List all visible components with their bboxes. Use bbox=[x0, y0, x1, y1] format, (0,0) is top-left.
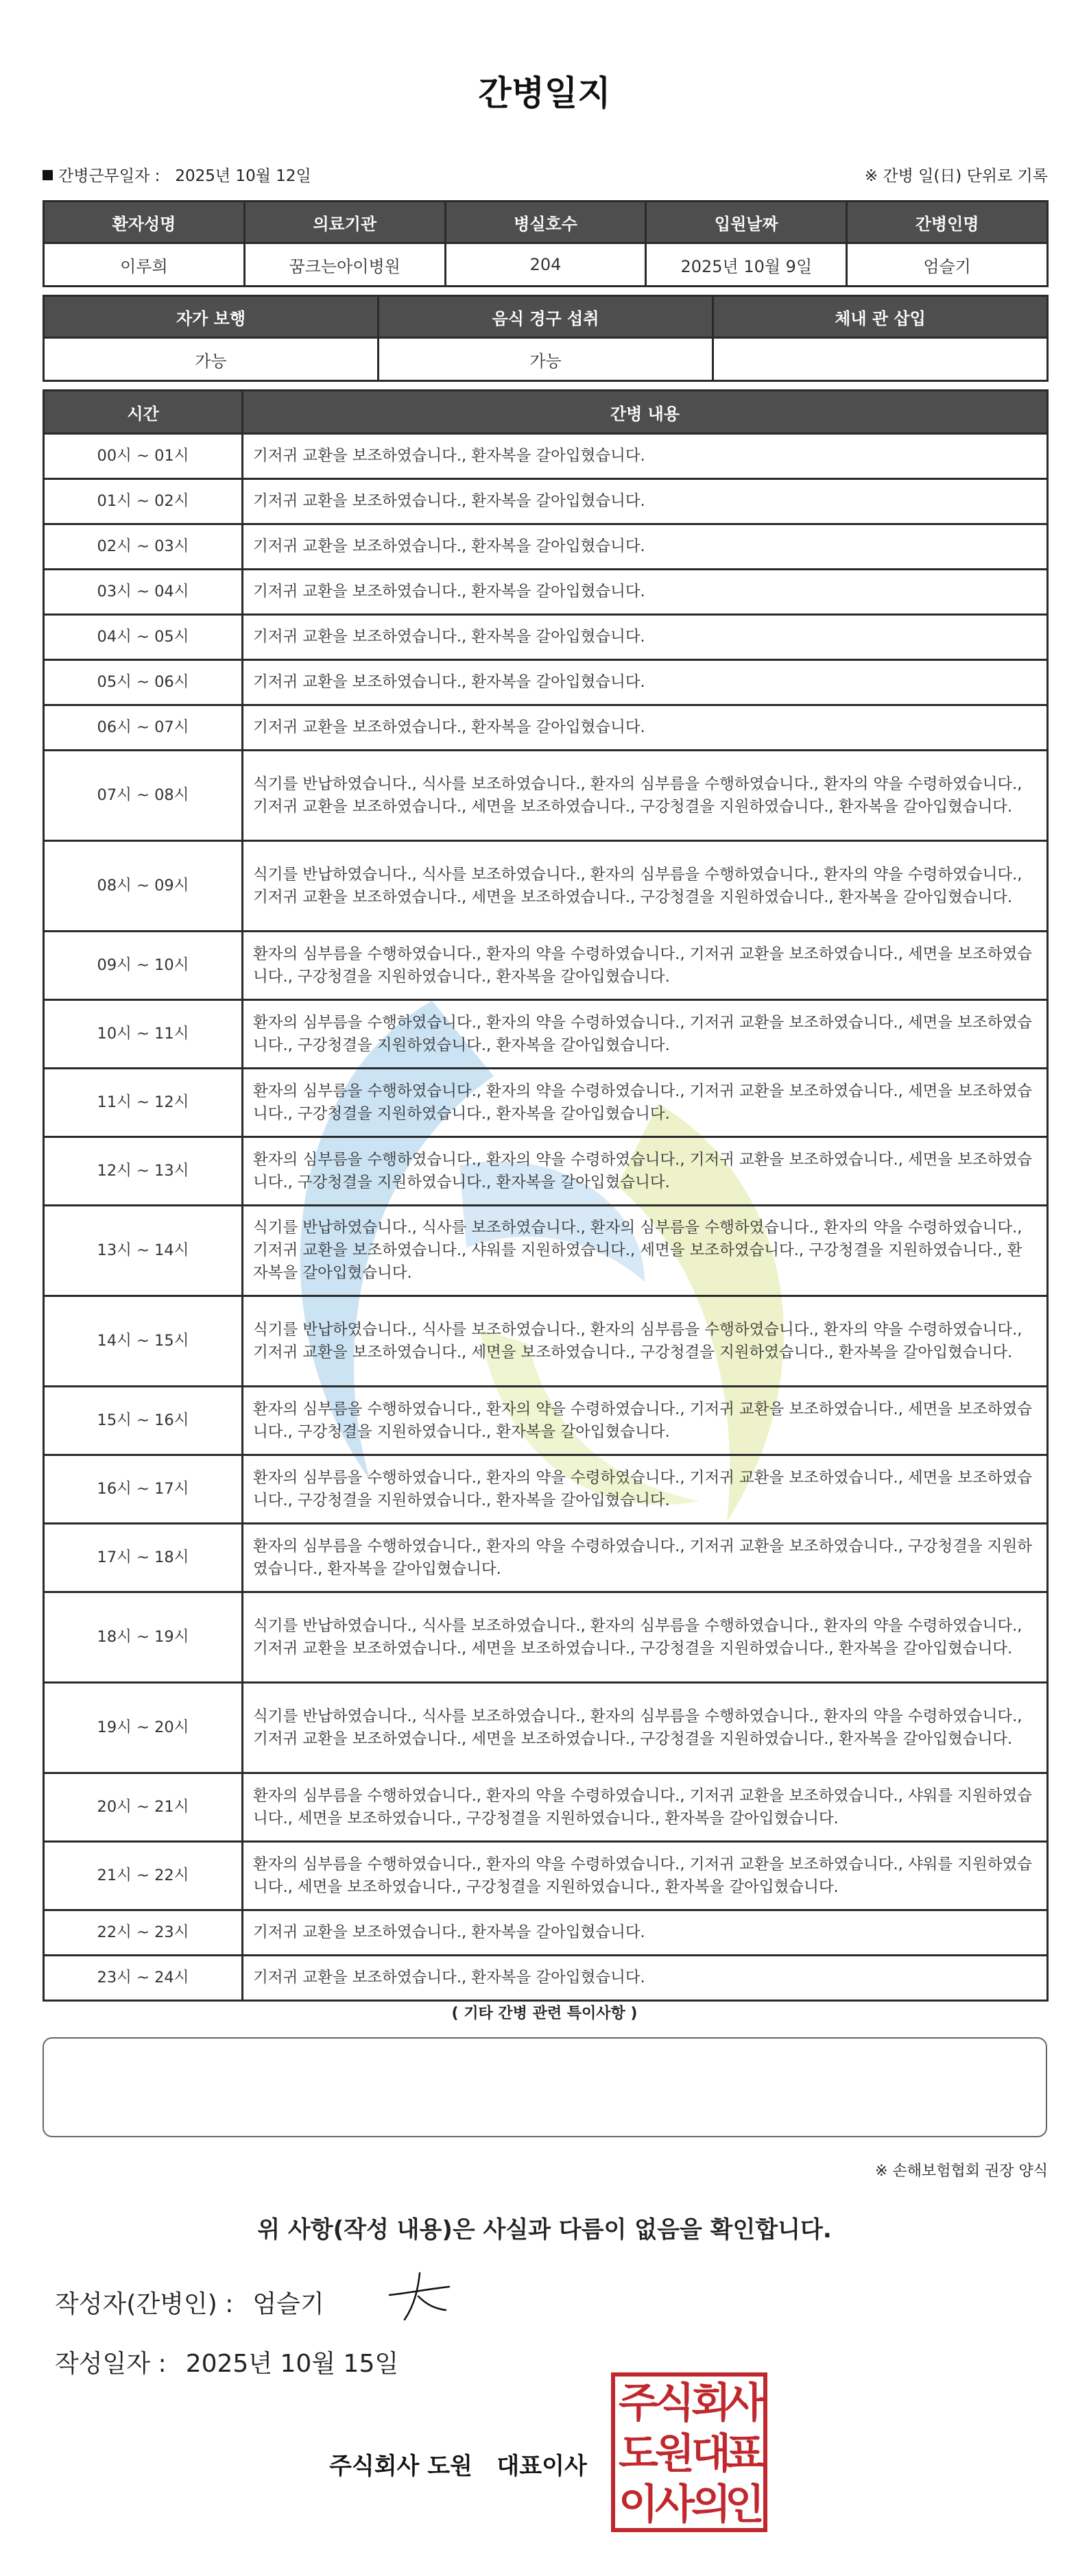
log-time: 05시 ~ 06시 bbox=[44, 660, 243, 705]
log-content: 환자의 심부름을 수행하였습니다., 환자의 약을 수령하였습니다., 기저귀 교환을 보조하였습니다., 세면을 보조하였습니다., 구강청결을 지원하였습니다., 환자복을 갈아입혔습니다. bbox=[243, 1000, 1048, 1069]
header-tube: 체내 관 삽입 bbox=[713, 296, 1048, 338]
log-row bbox=[44, 434, 1048, 479]
log-time: 04시 ~ 05시 bbox=[44, 615, 243, 660]
log-content: 환자의 심부름을 수행하였습니다., 환자의 약을 수령하였습니다., 기저귀 교환을 보조하였습니다., 구강청결을 지원하였습니다., 환자복을 갈아입혔습니다. bbox=[243, 1524, 1048, 1592]
source-note: ※ 손해보험협회 권장 양식 bbox=[875, 2163, 1048, 2180]
svg-text:주: 주 bbox=[619, 2379, 658, 2427]
confirm-statement: 위 사항(작성 내용)은 사실과 다름이 없음을 확인합니다. bbox=[257, 2216, 832, 2244]
log-row bbox=[44, 932, 1048, 1000]
writer-name: 엄슬기 bbox=[252, 2290, 324, 2318]
log-row bbox=[44, 1592, 1048, 1683]
company-name: 주식회사 도원 대표이사 bbox=[329, 2453, 587, 2480]
written-date-line bbox=[55, 2344, 398, 2379]
status-table bbox=[43, 295, 1049, 382]
log-time: 21시 ~ 22시 bbox=[44, 1842, 243, 1910]
caregiver-name: 엄슬기 bbox=[847, 243, 1048, 287]
log-content: 기저귀 교환을 보조하였습니다., 환자복을 갈아입혔습니다. bbox=[243, 479, 1048, 524]
log-row bbox=[44, 660, 1048, 705]
log-time: 09시 ~ 10시 bbox=[44, 932, 243, 1000]
log-row bbox=[44, 1842, 1048, 1910]
svg-text:도: 도 bbox=[619, 2430, 658, 2478]
log-time: 15시 ~ 16시 bbox=[44, 1387, 243, 1455]
log-time: 07시 ~ 08시 bbox=[44, 751, 243, 841]
header-admission-date: 입원날짜 bbox=[646, 202, 847, 243]
bullet-square-icon bbox=[43, 170, 53, 180]
room-number: 204 bbox=[445, 243, 646, 287]
header-time: 시간 bbox=[44, 391, 243, 434]
log-time: 13시 ~ 14시 bbox=[44, 1206, 243, 1296]
log-content: 기저귀 교환을 보조하였습니다., 환자복을 갈아입혔습니다. bbox=[243, 570, 1048, 615]
log-time: 14시 ~ 15시 bbox=[44, 1296, 243, 1387]
log-row bbox=[44, 705, 1048, 751]
log-content: 식기를 반납하였습니다., 식사를 보조하였습니다., 환자의 심부름을 수행하였습니다., 환자의 약을 수령하였습니다., 기저귀 교환을 보조하였습니다., 세면을 보조하였습니다., 구강청결을 지원하였습니다., 환자복을 갈아입혔습니다. bbox=[243, 1683, 1048, 1773]
log-content: 식기를 반납하였습니다., 식사를 보조하였습니다., 환자의 심부름을 수행하였습니다., 환자의 약을 수령하였습니다., 기저귀 교환을 보조하였습니다., 세면을 보조하였습니다., 구강청결을 지원하였습니다., 환자복을 갈아입혔습니다. bbox=[243, 751, 1048, 841]
log-row bbox=[44, 1683, 1048, 1773]
signature bbox=[384, 2269, 466, 2324]
admission-date: 2025년 10월 9일 bbox=[646, 243, 847, 287]
log-content: 식기를 반납하였습니다., 식사를 보조하였습니다., 환자의 심부름을 수행하였습니다., 환자의 약을 수령하였습니다., 기저귀 교환을 보조하였습니다., 세면을 보조하였습니다., 구강청결을 지원하였습니다., 환자복을 갈아입혔습니다. bbox=[243, 1296, 1048, 1387]
log-content: 환자의 심부름을 수행하였습니다., 환자의 약을 수령하였습니다., 기저귀 교환을 보조하였습니다., 세면을 보조하였습니다., 구강청결을 지원하였습니다., 환자복을 갈아입혔습니다. bbox=[243, 1387, 1048, 1455]
svg-text:표: 표 bbox=[725, 2430, 765, 2478]
log-content: 환자의 심부름을 수행하였습니다., 환자의 약을 수령하였습니다., 기저귀 교환을 보조하였습니다., 샤워를 지원하였습니다., 세면을 보조하였습니다., 구강청결을 지원하였습니다., 환자복을 갈아입혔습니다. bbox=[243, 1773, 1048, 1842]
log-content: 환자의 심부름을 수행하였습니다., 환자의 약을 수령하였습니다., 기저귀 교환을 보조하였습니다., 세면을 보조하였습니다., 구강청결을 지원하였습니다., 환자복을 갈아입혔습니다. bbox=[243, 1069, 1048, 1137]
log-time: 10시 ~ 11시 bbox=[44, 1000, 243, 1069]
date-label: 작성일자 : bbox=[55, 2350, 167, 2378]
patient-table bbox=[43, 200, 1049, 287]
log-time: 06시 ~ 07시 bbox=[44, 705, 243, 751]
log-content: 기저귀 교환을 보조하였습니다., 환자복을 갈아입혔습니다. bbox=[243, 705, 1048, 751]
svg-text:인: 인 bbox=[725, 2481, 765, 2529]
svg-text:식: 식 bbox=[655, 2379, 695, 2427]
log-content: 환자의 심부름을 수행하였습니다., 환자의 약을 수령하였습니다., 기저귀 교환을 보조하였습니다., 세면을 보조하였습니다., 구강청결을 지원하였습니다., 환자복을 갈아입혔습니다. bbox=[243, 932, 1048, 1000]
work-date bbox=[43, 163, 311, 186]
writer-line bbox=[55, 2285, 324, 2320]
care-log-table bbox=[43, 389, 1049, 2002]
log-time: 08시 ~ 09시 bbox=[44, 841, 243, 932]
log-time: 02시 ~ 03시 bbox=[44, 524, 243, 570]
log-row bbox=[44, 1524, 1048, 1592]
header-walking: 자가 보행 bbox=[44, 296, 379, 338]
svg-text:사: 사 bbox=[725, 2379, 765, 2427]
log-row bbox=[44, 1000, 1048, 1069]
log-content: 환자의 심부름을 수행하였습니다., 환자의 약을 수령하였습니다., 기저귀 교환을 보조하였습니다., 세면을 보조하였습니다., 구강청결을 지원하였습니다., 환자복을 갈아입혔습니다. bbox=[243, 1137, 1048, 1206]
log-time: 00시 ~ 01시 bbox=[44, 434, 243, 479]
header-hospital: 의료기관 bbox=[244, 202, 445, 243]
header-room: 병실호수 bbox=[445, 202, 646, 243]
log-content: 기저귀 교환을 보조하였습니다., 환자복을 갈아입혔습니다. bbox=[243, 434, 1048, 479]
header-caregiver: 간병인명 bbox=[847, 202, 1048, 243]
log-time: 18시 ~ 19시 bbox=[44, 1592, 243, 1683]
log-time: 23시 ~ 24시 bbox=[44, 1956, 243, 2001]
notes-title: ( 기타 간병 관련 특이사항 ) bbox=[451, 2005, 638, 2022]
log-time: 22시 ~ 23시 bbox=[44, 1910, 243, 1956]
date-value: 2025년 10월 15일 bbox=[185, 2350, 399, 2378]
log-content: 식기를 반납하였습니다., 식사를 보조하였습니다., 환자의 심부름을 수행하였습니다., 환자의 약을 수령하였습니다., 기저귀 교환을 보조하였습니다., 샤워를 지원하였습니다., 세면을 보조하였습니다., 구강청결을 지원하였습니다., 환자복을 갈아입혔습니다. bbox=[243, 1206, 1048, 1296]
svg-text:원: 원 bbox=[655, 2430, 695, 2478]
patient-name: 이루희 bbox=[44, 243, 245, 287]
walking-value: 가능 bbox=[44, 338, 379, 381]
log-content: 기저귀 교환을 보조하였습니다., 환자복을 갈아입혔습니다. bbox=[243, 615, 1048, 660]
log-content: 기저귀 교환을 보조하였습니다., 환자복을 갈아입혔습니다. bbox=[243, 1956, 1048, 2001]
work-date-label: 간병근무일자 : bbox=[58, 167, 160, 185]
tube-value bbox=[713, 338, 1048, 381]
notes-box bbox=[43, 2037, 1047, 2137]
svg-text:의: 의 bbox=[691, 2481, 731, 2529]
log-time: 03시 ~ 04시 bbox=[44, 570, 243, 615]
log-row bbox=[44, 524, 1048, 570]
log-row bbox=[44, 1069, 1048, 1137]
unit-note: ※ 간병 일(日) 단위로 기록 bbox=[864, 167, 1048, 185]
header-content: 간병 내용 bbox=[243, 391, 1048, 434]
company-seal bbox=[610, 2372, 768, 2533]
work-date-value: 2025년 10월 12일 bbox=[175, 167, 311, 185]
log-row bbox=[44, 841, 1048, 932]
log-row bbox=[44, 479, 1048, 524]
log-row bbox=[44, 1387, 1048, 1455]
header-patient-name: 환자성명 bbox=[44, 202, 245, 243]
page-title: 간병일지 bbox=[478, 73, 611, 113]
log-time: 19시 ~ 20시 bbox=[44, 1683, 243, 1773]
header-oral-intake: 음식 경구 섭취 bbox=[379, 296, 713, 338]
log-row bbox=[44, 1956, 1048, 2001]
log-time: 20시 ~ 21시 bbox=[44, 1773, 243, 1842]
svg-text:사: 사 bbox=[655, 2481, 695, 2529]
log-content: 식기를 반납하였습니다., 식사를 보조하였습니다., 환자의 심부름을 수행하였습니다., 환자의 약을 수령하였습니다., 기저귀 교환을 보조하였습니다., 세면을 보조하였습니다., 구강청결을 지원하였습니다., 환자복을 갈아입혔습니다. bbox=[243, 1592, 1048, 1683]
log-content: 환자의 심부름을 수행하였습니다., 환자의 약을 수령하였습니다., 기저귀 교환을 보조하였습니다., 샤워를 지원하였습니다., 세면을 보조하였습니다., 구강청결을 지원하였습니다., 환자복을 갈아입혔습니다. bbox=[243, 1842, 1048, 1910]
log-content: 기저귀 교환을 보조하였습니다., 환자복을 갈아입혔습니다. bbox=[243, 524, 1048, 570]
svg-text:회: 회 bbox=[691, 2379, 731, 2427]
log-row bbox=[44, 1455, 1048, 1524]
log-time: 16시 ~ 17시 bbox=[44, 1455, 243, 1524]
log-row bbox=[44, 1137, 1048, 1206]
log-time: 17시 ~ 18시 bbox=[44, 1524, 243, 1592]
log-row bbox=[44, 1773, 1048, 1842]
log-row bbox=[44, 1206, 1048, 1296]
log-content: 기저귀 교환을 보조하였습니다., 환자복을 갈아입혔습니다. bbox=[243, 1910, 1048, 1956]
log-time: 01시 ~ 02시 bbox=[44, 479, 243, 524]
hospital-name: 꿈크는아이병원 bbox=[244, 243, 445, 287]
log-row bbox=[44, 615, 1048, 660]
log-time: 11시 ~ 12시 bbox=[44, 1069, 243, 1137]
log-rows bbox=[44, 434, 1048, 2001]
writer-label: 작성자(간병인) : bbox=[55, 2290, 234, 2318]
log-content: 환자의 심부름을 수행하였습니다., 환자의 약을 수령하였습니다., 기저귀 교환을 보조하였습니다., 세면을 보조하였습니다., 구강청결을 지원하였습니다., 환자복을 갈아입혔습니다. bbox=[243, 1455, 1048, 1524]
log-row bbox=[44, 1296, 1048, 1387]
log-content: 기저귀 교환을 보조하였습니다., 환자복을 갈아입혔습니다. bbox=[243, 660, 1048, 705]
svg-text:이: 이 bbox=[619, 2481, 658, 2529]
log-content: 식기를 반납하였습니다., 식사를 보조하였습니다., 환자의 심부름을 수행하였습니다., 환자의 약을 수령하였습니다., 기저귀 교환을 보조하였습니다., 세면을 보조하였습니다., 구강청결을 지원하였습니다., 환자복을 갈아입혔습니다. bbox=[243, 841, 1048, 932]
svg-text:대: 대 bbox=[691, 2430, 731, 2478]
oral-intake-value: 가능 bbox=[379, 338, 713, 381]
log-row bbox=[44, 1910, 1048, 1956]
log-time: 12시 ~ 13시 bbox=[44, 1137, 243, 1206]
log-row bbox=[44, 570, 1048, 615]
log-row bbox=[44, 751, 1048, 841]
